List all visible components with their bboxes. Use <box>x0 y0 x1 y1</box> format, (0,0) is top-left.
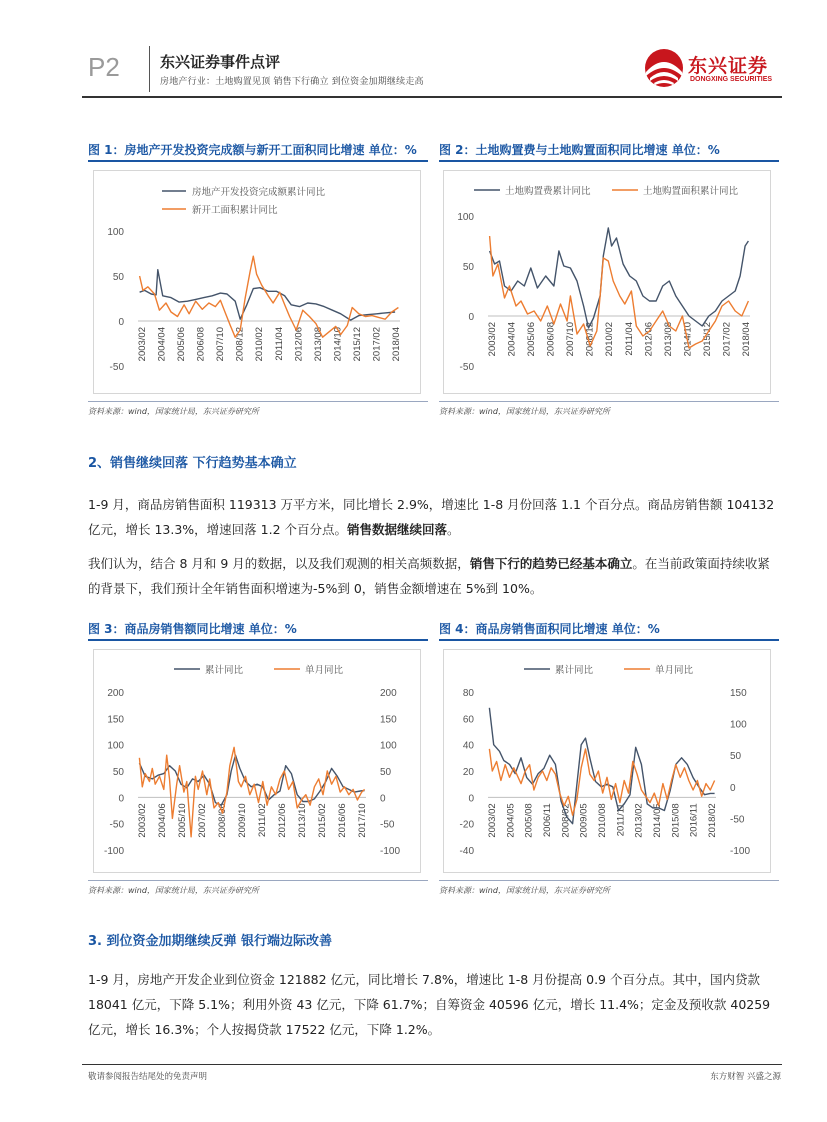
x-tick-label: 2017/10 <box>357 803 368 838</box>
figure-1-chart <box>93 170 421 394</box>
x-tick-label: 2017/02 <box>721 322 733 357</box>
x-tick-label: 2014/10 <box>682 322 694 357</box>
y-right-tick-label: -50 <box>730 814 745 826</box>
x-tick-label: 2008/12 <box>584 322 596 357</box>
y-tick-label: 0 <box>468 312 474 323</box>
y-right-tick-label: 0 <box>730 782 736 794</box>
x-tick-label: 2005/08 <box>523 803 535 838</box>
y-tick-label: -50 <box>109 362 124 373</box>
paragraph-outlook-text: 我们认为，结合 8 月和 9 月的数据，以及我们观测的相关高频数据， <box>88 556 470 571</box>
x-tick-label: 2007/10 <box>565 322 577 357</box>
x-tick-label: 2005/06 <box>176 327 188 362</box>
x-tick-label: 2007/02 <box>197 803 208 838</box>
x-tick-label: 2018/04 <box>741 322 752 357</box>
y-tick-label: -100 <box>103 846 124 857</box>
figure-3-source: 资料来源：wind，国家统计局，东兴证券研究所 <box>88 886 259 895</box>
figure-1-source-rule <box>88 401 428 402</box>
x-tick-label: 2003/02 <box>487 803 498 838</box>
header-divider <box>149 46 150 92</box>
y-tick-label: 100 <box>457 212 474 223</box>
x-tick-label: 2011/02 <box>257 803 268 837</box>
x-tick-label: 2014/10 <box>332 327 344 362</box>
legend-label: 累计同比 <box>555 665 594 676</box>
y-tick-label: 0 <box>118 317 124 328</box>
y-right-tick-label: 150 <box>730 688 747 699</box>
x-tick-label: 2006/08 <box>545 322 557 357</box>
y-right-tick-label: 200 <box>380 688 397 699</box>
figure-3-svg <box>94 650 420 872</box>
figure-3-source-rule <box>88 880 428 881</box>
y-tick-label: -40 <box>459 846 474 857</box>
footer-rule <box>82 1064 782 1065</box>
x-tick-label: 2014/05 <box>652 803 663 838</box>
y-right-tick-label: -100 <box>380 846 401 857</box>
x-tick-label: 2013/08 <box>662 322 674 357</box>
y-tick-label: 100 <box>107 227 124 238</box>
x-tick-label: 2004/04 <box>156 327 168 362</box>
figure-3-chart <box>93 649 421 873</box>
x-tick-label: 2009/05 <box>578 803 590 838</box>
x-tick-label: 2004/04 <box>506 322 518 357</box>
x-tick-label: 2012/06 <box>643 322 655 357</box>
section-2-heading: 2、销售继续回落 下行趋势基本确立 <box>88 456 297 471</box>
y-tick-label: 150 <box>107 714 124 726</box>
section-3-heading: 3. 到位资金加期继续反弹 银行端边际改善 <box>88 934 333 949</box>
x-tick-label: 2013/02 <box>633 803 645 838</box>
legend-label: 土地购置面积累计同比 <box>643 186 739 197</box>
x-tick-label: 2017/02 <box>371 327 383 362</box>
y-tick-label: 60 <box>462 714 474 726</box>
x-tick-label: 2018/04 <box>391 327 402 362</box>
x-tick-label: 2008/02 <box>560 803 572 838</box>
paragraph-sales-text: 1-9 月，商品房销售面积 119313 万平方米，同比增长 2.9%，增速比 1-8 月份回落 1.1 个百分点。商品房销售额 104132 亿元，增长 13.3%，增速回落 1.2 个百分点。 <box>88 497 775 537</box>
brand-name-en: DONGXING SECURITIES <box>690 76 773 83</box>
x-tick-label: 2011/04 <box>273 327 285 361</box>
y-tick-label: 40 <box>462 740 474 752</box>
figure-2-source-rule <box>439 401 779 402</box>
brand-name: 东兴证券 <box>688 55 769 77</box>
figure-4-title: 图 4：商品房销售面积同比增速 单位：% <box>439 622 660 636</box>
dongxing-logo-icon <box>640 46 690 92</box>
x-tick-label: 2009/10 <box>237 803 248 838</box>
legend-label: 土地购置费累计同比 <box>505 186 591 197</box>
x-tick-label: 2006/11 <box>542 803 553 837</box>
x-tick-label: 2012/06 <box>277 803 288 838</box>
y-right-tick-label: 150 <box>380 714 397 726</box>
y-right-tick-label: -100 <box>730 846 751 857</box>
figure-1-svg <box>94 171 420 393</box>
series-line-secondary <box>139 747 364 837</box>
page-number: P2 <box>88 52 120 82</box>
figure-2-svg <box>444 171 770 393</box>
x-tick-label: 2015/12 <box>701 322 713 357</box>
y-right-tick-label: -50 <box>380 819 395 831</box>
figure-3-title: 图 3：商品房销售额同比增速 单位：% <box>88 622 297 636</box>
footer-disclaimer: 敬请参阅报告结尾处的免责声明 <box>88 1072 208 1082</box>
header-rule <box>82 96 782 98</box>
y-tick-label: -20 <box>459 819 474 831</box>
legend-label: 房地产开发投资完成额累计同比 <box>192 187 326 198</box>
page-header <box>0 0 827 100</box>
y-tick-label: 200 <box>107 688 124 699</box>
y-tick-label: 50 <box>462 262 474 273</box>
figure-4-source: 资料来源：wind，国家统计局，东兴证券研究所 <box>439 886 610 895</box>
paragraph-outlook-end: 。在当前政策面持续收紧的背景下，我们预计全年销售面积增速为-5%到 0，销售金额增速在 5%到 10%。 <box>88 556 770 596</box>
x-tick-label: 2012/06 <box>293 327 305 362</box>
y-tick-label: 0 <box>118 793 124 805</box>
y-tick-label: 100 <box>107 740 124 752</box>
y-right-tick-label: 0 <box>380 793 386 805</box>
x-tick-label: 2005/10 <box>177 803 188 838</box>
figure-4-source-rule <box>439 880 779 881</box>
figure-4-chart <box>443 649 771 873</box>
footer-slogan: 东方财智 兴盛之源 <box>710 1072 781 1082</box>
x-tick-label: 2013/10 <box>297 803 308 838</box>
figure-2-title-rule <box>439 160 779 162</box>
x-tick-label: 2006/08 <box>195 327 207 362</box>
y-right-tick-label: 50 <box>380 767 392 778</box>
x-tick-label: 2003/02 <box>137 327 148 362</box>
figure-2-title: 图 2：土地购置费与土地购置面积同比增速 单位：% <box>439 143 720 157</box>
x-tick-label: 2010/02 <box>254 327 266 362</box>
paragraph-sales <box>88 492 778 542</box>
figure-2-chart <box>443 170 771 394</box>
x-tick-label: 2010/08 <box>597 803 608 838</box>
figure-4-svg <box>444 650 770 872</box>
legend-label: 单月同比 <box>305 665 344 676</box>
series-line-secondary <box>140 256 399 337</box>
figure-4-title-rule <box>439 639 779 641</box>
x-tick-label: 2004/05 <box>505 803 517 838</box>
figure-3-title-rule <box>88 639 428 641</box>
legend-label: 新开工面积累计同比 <box>192 205 278 216</box>
legend-label: 累计同比 <box>205 665 244 676</box>
x-tick-label: 2008/12 <box>234 327 246 362</box>
paragraph-outlook-emphasis: 销售下行的趋势已经基本确立 <box>469 556 633 571</box>
y-right-tick-label: 100 <box>380 740 397 752</box>
paragraph-outlook <box>88 551 778 601</box>
y-right-tick-label: 50 <box>730 751 742 763</box>
paragraph-sales-end: 。 <box>447 522 460 537</box>
x-tick-label: 2016/06 <box>337 803 348 838</box>
x-tick-label: 2011/11 <box>615 803 627 837</box>
y-tick-label: 20 <box>462 767 474 778</box>
x-tick-label: 2015/08 <box>670 803 682 838</box>
x-tick-label: 2003/02 <box>487 322 498 357</box>
x-tick-label: 2015/02 <box>317 803 328 838</box>
x-tick-label: 2015/12 <box>351 327 363 362</box>
y-tick-label: -50 <box>459 362 474 373</box>
legend-label: 单月同比 <box>655 665 694 676</box>
figure-1-title: 图 1：房地产开发投资完成额与新开工面积同比增速 单位：% <box>88 143 417 157</box>
x-tick-label: 2008/06 <box>217 803 228 838</box>
x-tick-label: 2010/02 <box>604 322 616 357</box>
y-tick-label: -50 <box>109 819 124 831</box>
y-tick-label: 50 <box>112 272 124 283</box>
figure-2-source: 资料来源：wind，国家统计局，东兴证券研究所 <box>439 407 610 416</box>
x-tick-label: 2004/06 <box>157 803 168 838</box>
x-tick-label: 2003/02 <box>137 803 148 838</box>
report-series-title: 东兴证券事件点评 <box>160 53 281 71</box>
x-tick-label: 2007/10 <box>215 327 227 362</box>
y-tick-label: 50 <box>112 767 124 778</box>
y-tick-label: 0 <box>468 793 474 805</box>
paragraph-funding: 1-9 月，房地产开发企业到位资金 121882 亿元，同比增长 7.8%，增速比 1-8 月份提高 0.9 个百分点。其中，国内贷款 18041 亿元，下降 5.1%；利用外资 43 亿元，下降 61.7%；自筹资金 40596 亿元，增长 11.4%；定金及预收款 40259 亿元，增长 16.3%；个人按揭贷款 17522 亿元，下降 1.2%。 <box>88 972 771 1037</box>
y-right-tick-label: 100 <box>730 719 747 731</box>
figure-1-source: 资料来源：wind，国家统计局，东兴证券研究所 <box>88 407 259 416</box>
x-tick-label: 2016/11 <box>688 803 700 837</box>
report-subtitle: 房地产行业：土地购置见顶 销售下行确立 到位资金加期继续走高 <box>160 77 424 87</box>
x-tick-label: 2013/08 <box>312 327 324 362</box>
x-tick-label: 2018/02 <box>707 803 718 838</box>
x-tick-label: 2011/04 <box>623 322 635 356</box>
figure-1-title-rule <box>88 160 428 162</box>
y-tick-label: 80 <box>462 688 474 699</box>
x-tick-label: 2005/06 <box>526 322 538 357</box>
paragraph-sales-emphasis: 销售数据继续回落 <box>347 522 448 537</box>
